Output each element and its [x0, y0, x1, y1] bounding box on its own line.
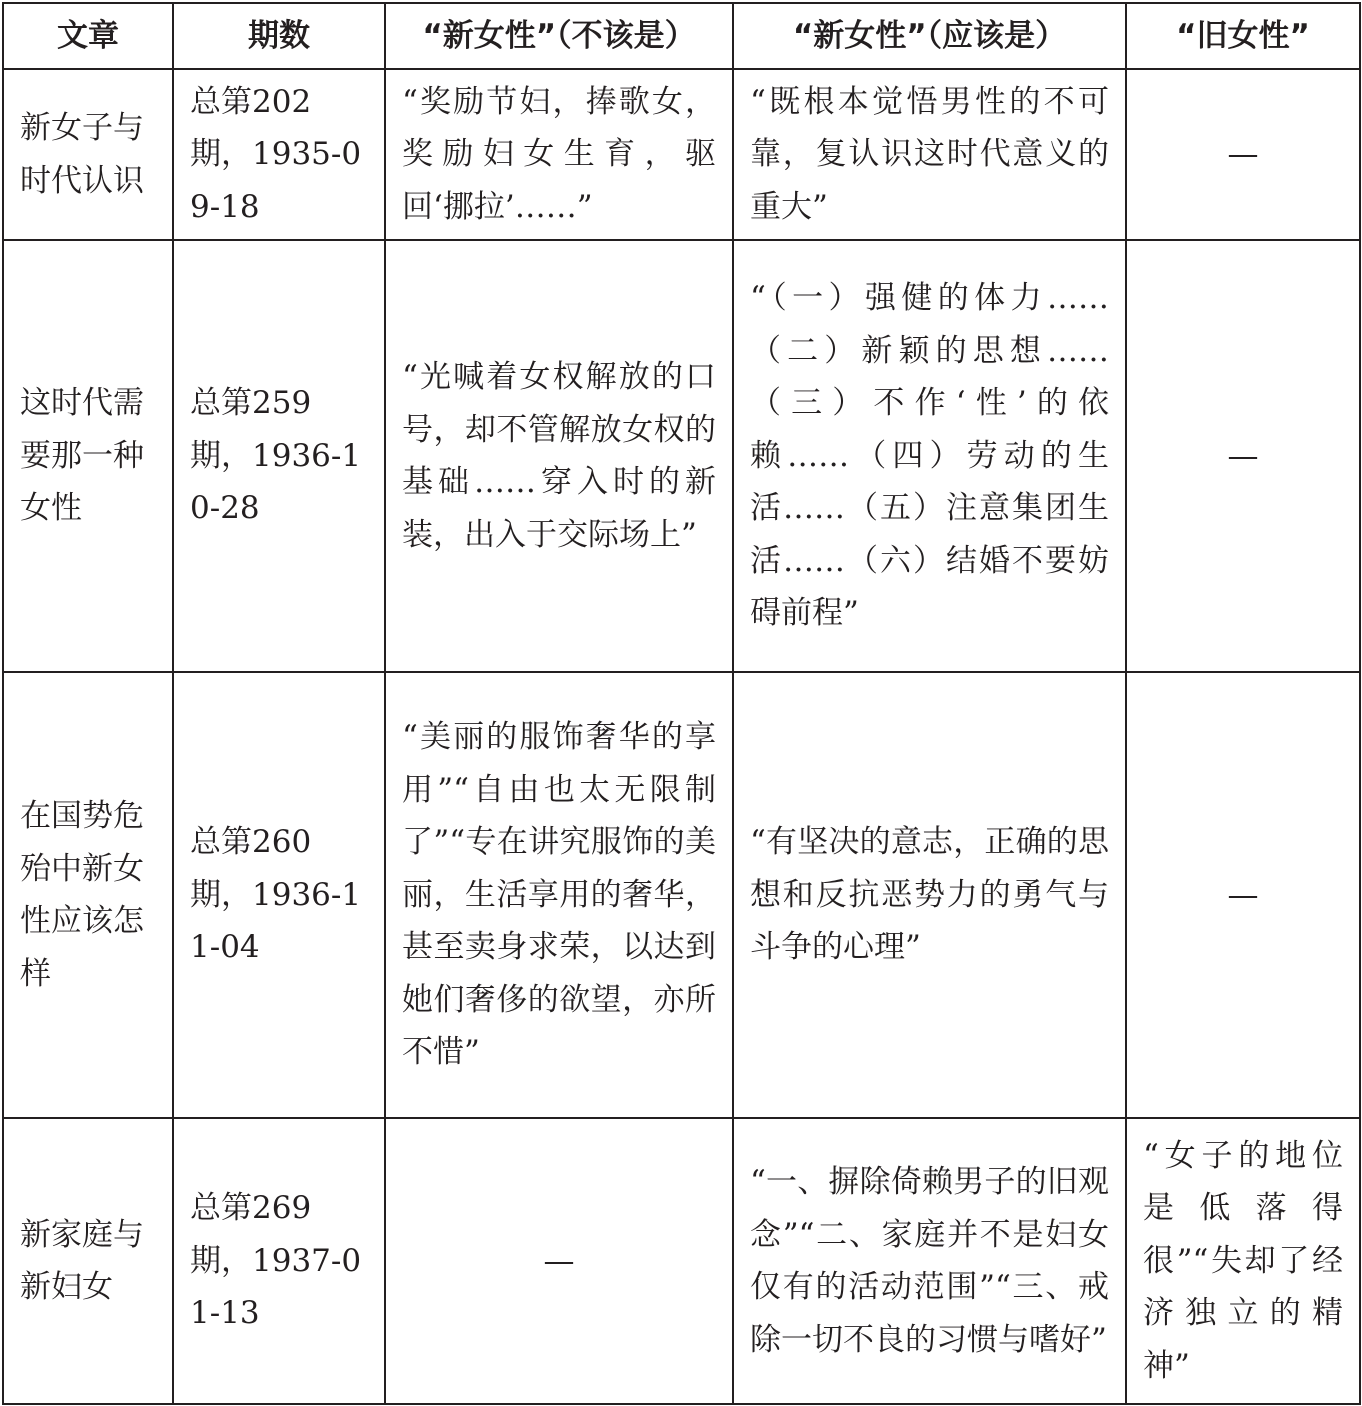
cell-old: “女子的地位是低落得很”“失却了经济独立的精神” — [1126, 1118, 1360, 1404]
cell-issue: 总第260期，1936-11-04 — [173, 672, 385, 1118]
cell-issue: 总第269期，1937-01-13 — [173, 1118, 385, 1404]
header-article: 文章 — [3, 3, 173, 69]
cell-issue: 总第202期，1935-09-18 — [173, 69, 385, 240]
table-row — [3, 672, 1360, 1118]
cell-article-title: 在国势危殆中新女性应该怎样 — [3, 672, 173, 1118]
table-header-row — [3, 3, 1360, 69]
cell-not-new: “光喊着女权解放的口号，却不管解放女权的基础……穿入时的新装，出入于交际场上” — [385, 240, 733, 672]
table-row — [3, 69, 1360, 240]
cell-new: “一、摒除倚赖男子的旧观念”“二、家庭并不是妇女仅有的活动范围”“三、戒除一切不良的习惯与嗜好” — [733, 1118, 1126, 1404]
table-row — [3, 240, 1360, 672]
cell-not-new: — — [385, 1118, 733, 1404]
cell-not-new: “奖励节妇，捧歌女，奖励妇女生育，驱回‘挪拉’……” — [385, 69, 733, 240]
cell-old: — — [1126, 69, 1360, 240]
women-articles-table — [2, 2, 1361, 1405]
header-old-woman: “旧女性” — [1126, 3, 1360, 69]
cell-new: “（一）强健的体力……（二）新颖的思想……（三）不作‘性’的依赖……（四）劳动的生活……（五）注意集团生活……（六）结婚不要妨碍前程” — [733, 240, 1126, 672]
table-row — [3, 1118, 1360, 1404]
header-new-woman-not: “新女性”（不该是） — [385, 3, 733, 69]
header-new-woman-should: “新女性”（应该是） — [733, 3, 1126, 69]
cell-old: — — [1126, 240, 1360, 672]
cell-article-title: 这时代需要那一种女性 — [3, 240, 173, 672]
cell-new: “有坚决的意志，正确的思想和反抗恶势力的勇气与斗争的心理” — [733, 672, 1126, 1118]
cell-article-title: 新家庭与新妇女 — [3, 1118, 173, 1404]
cell-issue: 总第259期，1936-10-28 — [173, 240, 385, 672]
cell-not-new: “美丽的服饰奢华的享用”“自由也太无限制了”“专在讲究服饰的美丽，生活享用的奢华，甚至卖身求荣，以达到她们奢侈的欲望，亦所不惜” — [385, 672, 733, 1118]
cell-new: “既根本觉悟男性的不可靠，复认识这时代意义的重大” — [733, 69, 1126, 240]
header-issue: 期数 — [173, 3, 385, 69]
cell-article-title: 新女子与时代认识 — [3, 69, 173, 240]
cell-old: — — [1126, 672, 1360, 1118]
